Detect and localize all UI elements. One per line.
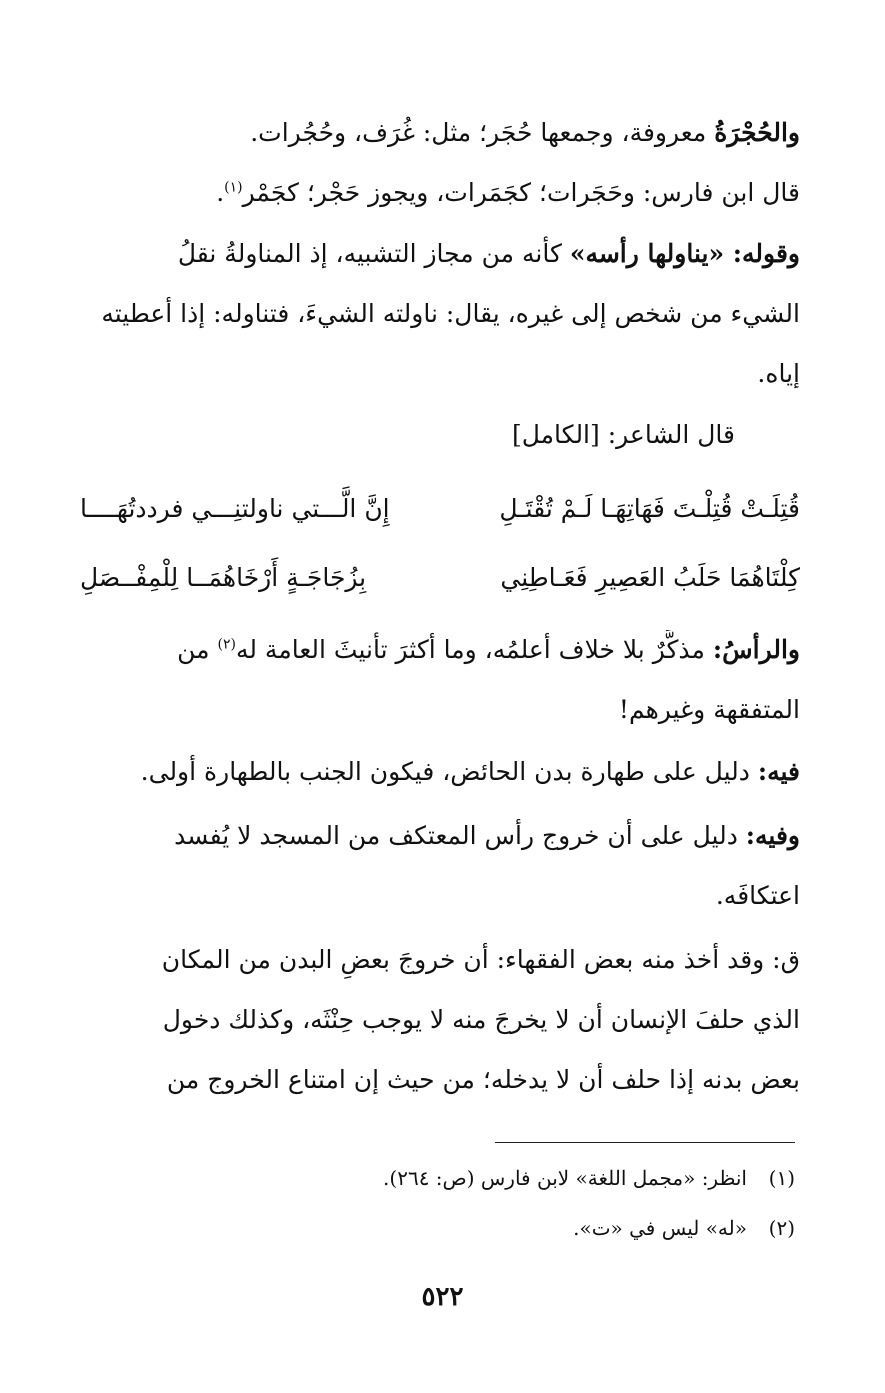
paragraph-text: دليل على طهارة بدن الحائض، فيكون الجنب بالطهارة أولى. bbox=[140, 757, 758, 786]
verse-line-1 bbox=[80, 487, 800, 531]
paragraph-end: . bbox=[216, 178, 225, 207]
paragraph-text-tail: من bbox=[177, 635, 218, 664]
paragraph-qawluhu-line-2: الشيء من شخص إلى غيره، يقال: ناولته الشيءَ، فتناوله: إذا أعطيته bbox=[101, 299, 800, 328]
paragraph-text: مذكَّرٌ بلا خلاف أعلمُه، وما أكثرَ تأنيثَ العامة له bbox=[235, 635, 713, 664]
lead-term: وقوله: «يناولها رأسه» bbox=[569, 239, 800, 268]
paragraph-ras-line-1 bbox=[80, 630, 800, 670]
paragraph-text: دليل على أن خروج رأس المعتكف من المسجد لا يُفسد bbox=[174, 821, 746, 850]
lead-term: فيه: bbox=[757, 757, 800, 786]
paragraph-text: قال ابن فارس: وحَجَرات؛ كجَمَرات، ويجوز حَجْر؛ كجَمْر bbox=[242, 178, 800, 207]
paragraph-qawluhu-line-3: إياه. bbox=[757, 359, 800, 388]
paragraph-hujra bbox=[80, 113, 800, 153]
footnote-2 bbox=[80, 1213, 795, 1243]
footnote-separator bbox=[495, 1142, 795, 1143]
footnote-text: «له» ليس في «ت». bbox=[573, 1216, 747, 1240]
paragraph-qaf-line-3: بعض بدنه إذا حلف أن لا يدخله؛ من حيث إن امتناع الخروج من bbox=[166, 1065, 800, 1094]
paragraph-text: معروفة، وجمعها حُجَر؛ مثل: غُرَف، وحُجُرات. bbox=[250, 118, 715, 147]
paragraph-ras-line-2: المتفقهة وغيرهم! bbox=[618, 695, 800, 724]
footnote-1 bbox=[80, 1163, 795, 1193]
paragraph-fihi bbox=[80, 752, 800, 792]
page-number: ٥٢٢ bbox=[421, 1282, 464, 1312]
paragraph-qawluhu-line-1 bbox=[80, 234, 800, 274]
footnote-number: (١) bbox=[768, 1166, 795, 1190]
paragraph-text: كأنه من مجاز التشبيه، إذ المناولةُ نقلُ bbox=[177, 239, 570, 268]
verse-first-hemistich: قُتِلَـتْ قُتِلْـتَ فَهَاتِهَـا لَـمْ تُقْتَـلِ bbox=[499, 494, 800, 523]
lead-term: والحُجْرَةُ bbox=[714, 118, 800, 147]
verse-line-2 bbox=[80, 556, 800, 600]
verse-second-hemistich: إِنَّ الَّـــتي ناولتنِـــي فرددتُهَــــا bbox=[80, 494, 390, 523]
footnote-number: (٢) bbox=[768, 1216, 795, 1240]
verse-second-hemistich: بِزُجَاجَـةٍ أَرْخَاهُمَــا لِلْمِفْــصَلِ bbox=[80, 563, 367, 592]
paragraph-ibn-faris bbox=[80, 173, 800, 213]
verse-first-hemistich: كِلْتَاهُمَا حَلَبُ العَصِيرِ فَعَـاطِنِي bbox=[500, 563, 800, 592]
poet-intro: قال الشاعر: [الكامل] bbox=[511, 420, 735, 449]
lead-term: وفيه: bbox=[745, 821, 800, 850]
paragraph-qaf-line-1: ق: وقد أخذ منه بعض الفقهاء: أن خروجَ بعضِ البدن من المكان bbox=[161, 945, 800, 974]
paragraph-wa-fihi-line-2: اعتكافَه. bbox=[715, 881, 800, 910]
footnote-marker: (٢) bbox=[217, 636, 236, 653]
lead-term: والرأسُ: bbox=[712, 635, 800, 664]
paragraph-wa-fihi-line-1 bbox=[80, 816, 800, 856]
footnote-marker: (١) bbox=[224, 179, 243, 196]
paragraph-qaf-line-2: الذي حلفَ الإنسان أن لا يخرجَ منه لا يوجب حِنْثَه، وكذلك دخول bbox=[162, 1005, 800, 1034]
footnote-text: انظر: «مجمل اللغة» لابن فارس (ص: ٢٦٤). bbox=[383, 1166, 747, 1190]
